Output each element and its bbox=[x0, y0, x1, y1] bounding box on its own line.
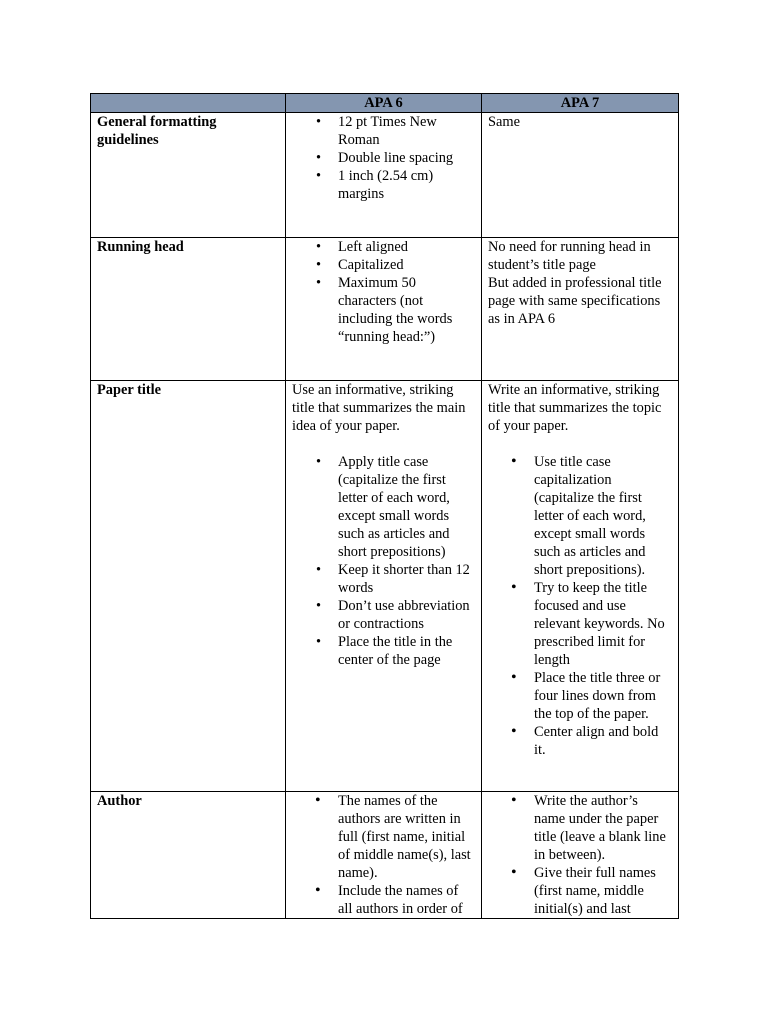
list-item: • Place the title in the center of the page bbox=[338, 633, 475, 669]
list-item: • The names of the authors are written in full (first name, initial of middle name(s), last name). bbox=[338, 792, 475, 882]
bullet-list bbox=[488, 792, 672, 918]
list-item: • Give their full names (first name, middle initial(s) and last bbox=[534, 864, 672, 918]
cell-intro-text: Write an informative, striking title that summarizes the topic of your paper. bbox=[488, 382, 662, 434]
list-item: • Double line spacing bbox=[338, 149, 475, 167]
header-cell-apa6: APA 6 bbox=[286, 94, 482, 113]
table-row bbox=[91, 113, 679, 238]
list-item: • Maximum 50 characters (not including the words “running head:”) bbox=[338, 274, 475, 346]
bullet-list bbox=[292, 238, 475, 346]
apa6-cell bbox=[286, 238, 482, 381]
list-item: • Don’t use abbreviation or contractions bbox=[338, 597, 475, 633]
bullet-list bbox=[292, 792, 475, 918]
list-item: • Apply title case (capitalize the first letter of each word, except small words such as articles and short prepositions) bbox=[338, 453, 475, 561]
list-item: • Place the title three or four lines down from the top of the paper. bbox=[534, 669, 672, 723]
list-item: • Center align and bold it. bbox=[534, 723, 672, 759]
list-item: • Include the names of all authors in order of bbox=[338, 882, 475, 918]
bullet-list bbox=[292, 113, 475, 203]
list-item: • 1 inch (2.54 cm) margins bbox=[338, 167, 475, 203]
apa6-cell bbox=[286, 113, 482, 238]
cell-text: No need for running head in student’s title page bbox=[488, 239, 651, 273]
list-item: • Try to keep the title focused and use relevant keywords. No prescribed limit for length bbox=[534, 579, 672, 669]
table-row bbox=[91, 792, 679, 919]
list-item: • Capitalized bbox=[338, 256, 475, 274]
list-item: • Left aligned bbox=[338, 238, 475, 256]
apa7-cell bbox=[482, 238, 679, 381]
apa7-cell bbox=[482, 792, 679, 919]
list-item: • Keep it shorter than 12 words bbox=[338, 561, 475, 597]
cell-intro-text: Use an informative, striking title that summarizes the main idea of your paper. bbox=[292, 382, 466, 434]
row-label: Running head bbox=[91, 238, 286, 381]
apa6-cell bbox=[286, 381, 482, 792]
cell-text: But added in professional title page with same specifications as in APA 6 bbox=[488, 275, 662, 327]
header-cell-apa7: APA 7 bbox=[482, 94, 679, 113]
list-item: • Write the author’s name under the paper title (leave a blank line in between). bbox=[534, 792, 672, 864]
table-row bbox=[91, 381, 679, 792]
bullet-list bbox=[488, 453, 672, 759]
apa-comparison-table bbox=[90, 93, 679, 919]
row-label: General formatting guidelines bbox=[91, 113, 286, 238]
cell-text: Same bbox=[488, 114, 520, 130]
apa6-cell bbox=[286, 792, 482, 919]
header-cell-empty bbox=[91, 94, 286, 113]
apa7-cell bbox=[482, 381, 679, 792]
list-item: • 12 pt Times New Roman bbox=[338, 113, 475, 149]
row-label: Paper title bbox=[91, 381, 286, 792]
header-row bbox=[91, 94, 679, 113]
list-item: • Use title case capitalization (capitalize the first letter of each word, except small words such as articles and short prepositions). bbox=[534, 453, 672, 579]
apa7-cell bbox=[482, 113, 679, 238]
row-label: Author bbox=[91, 792, 286, 919]
bullet-list bbox=[292, 453, 475, 669]
table-row bbox=[91, 238, 679, 381]
